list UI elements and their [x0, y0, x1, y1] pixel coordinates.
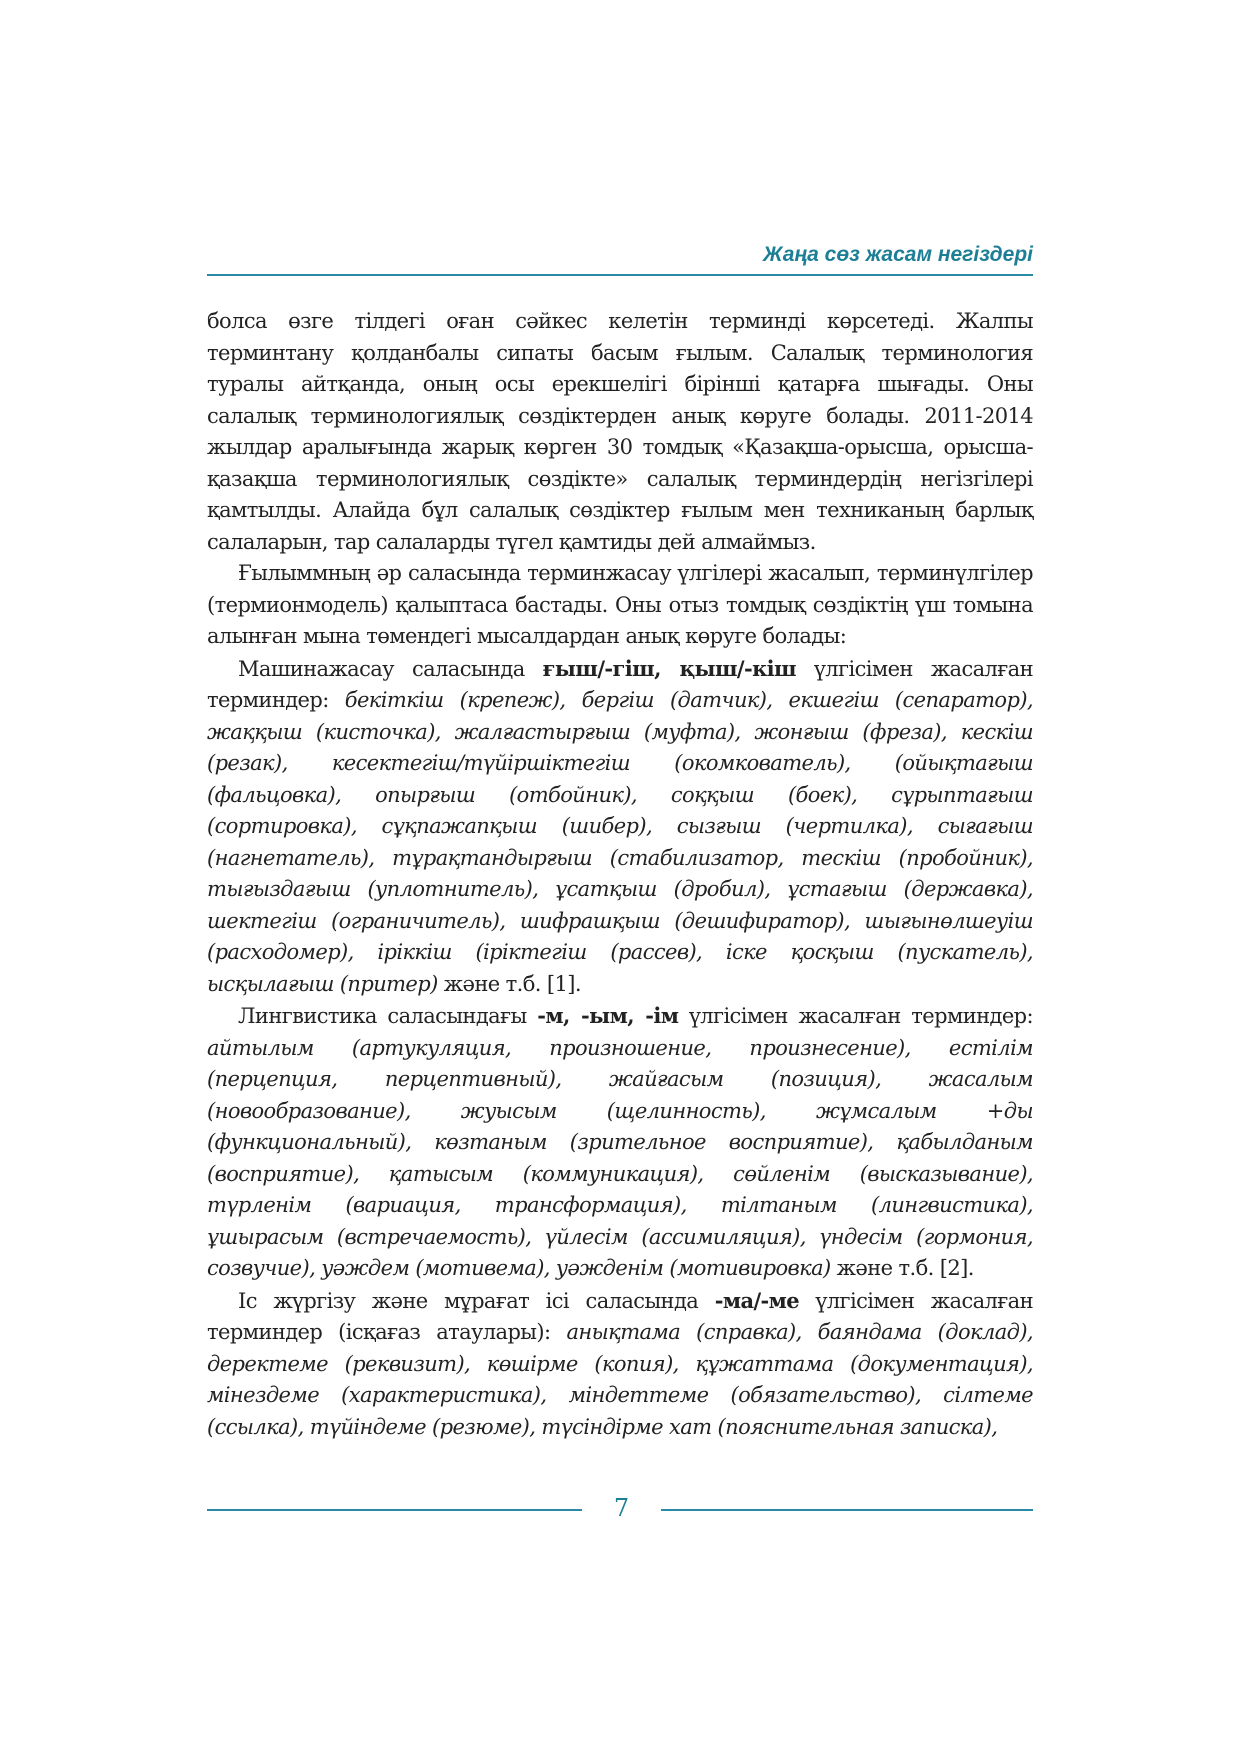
paragraph-4-mid: үлгісімен жасалған терминдер: [678, 1004, 1033, 1028]
footer-divider-right [661, 1509, 1033, 1511]
running-header-title: Жаңа сөз жасам негіздері [763, 243, 1033, 266]
paragraph-3-term-list: бекіткіш (крепеж), бергіш (датчик), екшегіш (сепаратор), жаққыш (кисточка), жалғастырғыш (муфта), жонғыш (фреза), кескіш (резак), кесектегіш/түйіршіктегіш (окомкователь), (ойықтағыш (фальцовка), опырғыш (отбойник), соққыш (боек), сұрыптағыш (сортировка), сұқпажапқыш (шибер), сызғыш (чертилка), сығағыш (нагнетатель), тұрақтандырғыш (стабилизатор, тескіш (пробойник), тығыздағыш (уплотнитель), ұсатқыш (дробил), ұстағыш (державка), шектегіш (ограничитель), шифрашқыш (дешифиратор), шығынөлшеуіш (расходомер), іріккіш (іріктегіш (рассев), іске қосқыш (пускатель), ысқылағыш (притер) [207, 688, 1033, 996]
paragraph-4-suffix-pattern: -м, -ым, -ім [537, 1003, 679, 1028]
paragraph-3-tail: және т.б. [1]. [437, 971, 581, 996]
paragraph-5-term-list: анықтама (справка), баяндама (доклад), деректеме (реквизит), көшірме (копия), құжаттама (документация), мінездеме (характеристика), міндеттеме (обязательство), сілтеме (ссылка), түйіндеме (резюме), түсіндірме хат (пояснительная записка), [207, 1320, 1033, 1439]
paragraph-4 [207, 1000, 1033, 1285]
paragraph-3-mid: үлгісімен жасалған терминдер: [207, 656, 1033, 712]
paragraph-3-suffix-pattern: ғыш/-гіш, қыш/-кіш [542, 655, 797, 681]
paragraph-4-term-list: айтылым (артукуляция, произношение, произнесение), естілім (перцепция, перцептивный), жайғасым (позиция), жасалым (новообразование), жуысым (щелинность), жұмсалым +ды (функциональный), көзтаным (зрительное восприятие), қабылданым (восприятие), қатысым (коммуникация), сөйленім (высказывание), түрленім (вариация, трансформация), тілтаным (лингвистика), ұшырасым (встречаемость), үйлесім (ассимиляция), үндесім (гормония, созвучие), уәждем (мотивема), уәжденім (мотивировка) [207, 1035, 1033, 1280]
paragraph-5-suffix-pattern: -ма/-ме [714, 1287, 800, 1313]
paragraph-3-lead: Машинажасау саласында [238, 656, 543, 681]
paragraph-5-lead: Іс жүргізу және мұрағат ісі саласында [238, 1288, 715, 1313]
paragraph-4-tail: және т.б. [2]. [830, 1256, 974, 1280]
paragraph-5 [207, 1285, 1033, 1444]
paragraph-5-mid: үлгісімен жасалған терминдер (ісқағаз атаулары): [207, 1288, 1033, 1344]
paragraph-2: Ғылыммның әр саласында терминжасау үлгілері жасалып, терминүлгілер (термионмодель) қалыптаса бастады. Оны отыз томдық сөздіктің үш томына алынған мына төмендегі мысалдардан анық көруге болады: [207, 561, 1033, 648]
footer-divider-left [207, 1509, 582, 1511]
page-body [207, 306, 1033, 1443]
paragraph-1: болса өзге тілдегі оған сәйкес келетін терминді көрсетеді. Жалпы терминтану қолданбалы сипаты басым ғылым. Салалық терминология туралы айтқанда, оның осы ерекшелігі бірінші қатарға шығады. Оны салалық терминологиялық сөздіктерден анық көруге болады. 2011-2014 жылдар аралығында жарық көрген 30 томдық «Қазақша-орысша, орысша-қазақша терминологиялық сөздікте» салалық терминдердің негізгілері қамтылды. Алайда бұл салалық сөздіктер ғылым мен техниканың барлық салаларын, тар салаларды түгел қамтиды дей алмаймыз. [207, 309, 1033, 554]
paragraph-4-lead: Лингвистика саласындағы [238, 1004, 538, 1028]
page-number: 7 [613, 1494, 630, 1522]
paragraph-3 [207, 653, 1033, 1001]
header-divider [207, 274, 1033, 276]
